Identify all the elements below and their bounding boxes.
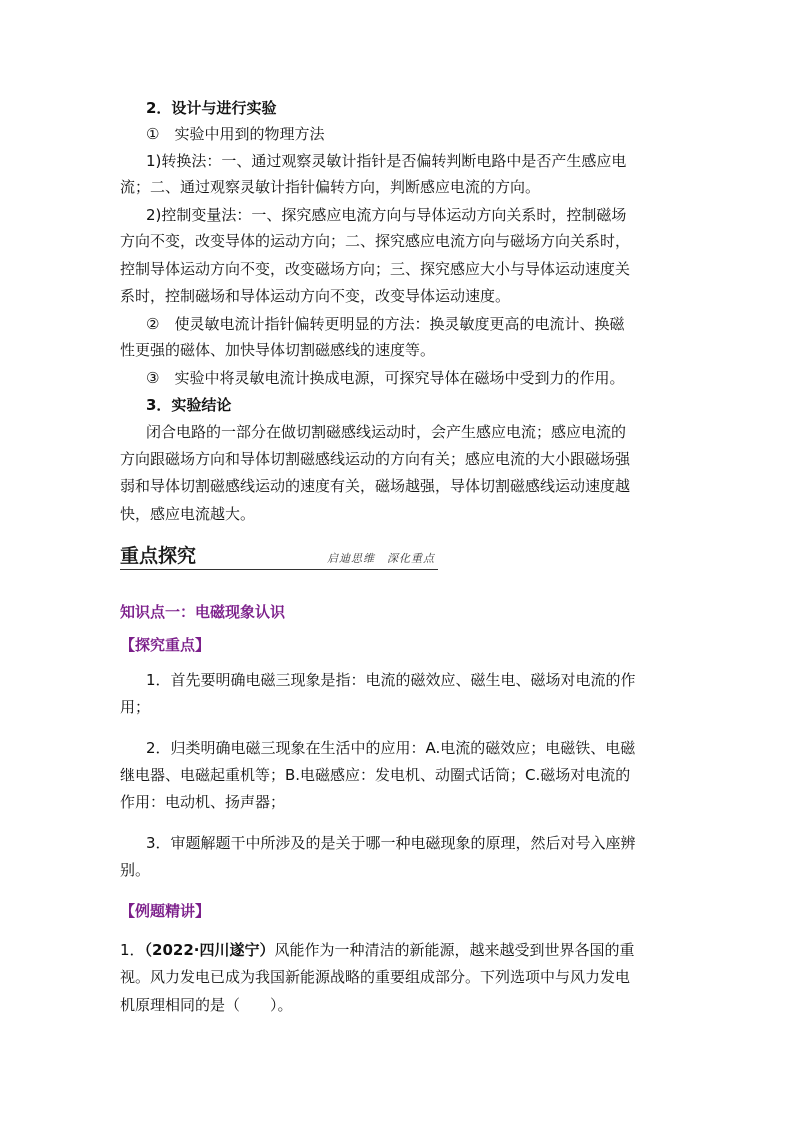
point-2-line-2: 继电器、电磁起重机等；B.电磁感应：发电机、动圈式话筒；C.磁场对电流的 <box>120 766 631 784</box>
transform-method-line-2: 流；二、通过观察灵敏计指针偏转方向，判断感应电流的方向。 <box>120 178 541 196</box>
control-variable-line-2: 方向不变，改变导体的运动方向；二、探究感应电流方向与磁场方向关系时， <box>120 232 631 250</box>
conclusion-line-4: 快，感应电流越大。 <box>120 505 256 523</box>
point-2-line-1: 2．归类明确电磁三现象在生活中的应用：A.电流的磁效应；电磁铁、电磁 <box>146 739 636 757</box>
example-text-start: 风能作为一种清洁的新能源，越来越受到世界各国的重 <box>274 941 635 959</box>
example-number: 1． <box>120 941 145 959</box>
point-1-line-1: 1．首先要明确电磁三现象是指：电流的磁效应、磁生电、磁场对电流的作 <box>146 671 636 689</box>
focus-label: 【探究重点】 <box>120 636 211 654</box>
point-2-line-3: 作用：电动机、扬声器； <box>120 793 286 811</box>
section-2-heading: 2．设计与进行实验 <box>146 99 277 117</box>
knowledge-point-title: 知识点一：电磁现象认识 <box>120 603 286 621</box>
transform-method-line-1: 1)转换法：一、通过观察灵敏计指针是否偏转判断电路中是否产生感应电 <box>146 152 627 170</box>
point-3-line-1: 3．审题解题干中所涉及的是关于哪一种电磁现象的原理，然后对号入座辨 <box>146 834 636 852</box>
control-variable-line-3: 控制导体运动方向不变，改变磁场方向；三、探究感应大小与导体运动速度关 <box>120 260 631 278</box>
method-item-2-line-1: ② 使灵敏电流计指针偏转更明显的方法：换灵敏度更高的电流计、换磁 <box>146 315 625 333</box>
section-3-heading: 3．实验结论 <box>146 396 232 414</box>
method-item-3: ③ 实验中将灵敏电流计换成电源，可探究导体在磁场中受到力的作用。 <box>146 369 625 387</box>
example-source: （2022·四川遂宁） <box>144 941 275 959</box>
key-exploration-subtitle: 启迪思维 深化重点 <box>327 552 435 565</box>
point-1-line-2: 用； <box>120 698 151 716</box>
example-1-line-3: 机原理相同的是（ ）。 <box>120 996 293 1014</box>
control-variable-line-4: 系时，控制磁场和导体运动方向不变，改变导体运动速度。 <box>120 287 511 305</box>
key-exploration-title: 重点探究 <box>120 545 197 567</box>
conclusion-line-2: 方向跟磁场方向和导体切割磁感线运动的方向有关；感应电流的大小跟磁场强 <box>120 450 631 468</box>
point-3-line-2: 别。 <box>120 861 151 879</box>
banner-divider <box>120 569 438 570</box>
example-1-line-1 <box>120 940 635 960</box>
conclusion-line-1: 闭合电路的一部分在做切割磁感线运动时，会产生感应电流；感应电流的 <box>146 423 627 441</box>
control-variable-line-1: 2)控制变量法：一、探究感应电流方向与导体运动方向关系时，控制磁场 <box>146 206 627 224</box>
example-label: 【例题精讲】 <box>120 902 211 920</box>
method-item-1: ① 实验中用到的物理方法 <box>146 125 325 143</box>
conclusion-line-3: 弱和导体切割磁感线运动的速度有关，磁场越强，导体切割磁感线运动速度越 <box>120 477 631 495</box>
method-item-2-line-2: 性更强的磁体、加快导体切割磁感线的速度等。 <box>120 341 436 359</box>
example-1-line-2: 视。风力发电已成为我国新能源战略的重要组成部分。下列选项中与风力发电 <box>120 968 631 986</box>
